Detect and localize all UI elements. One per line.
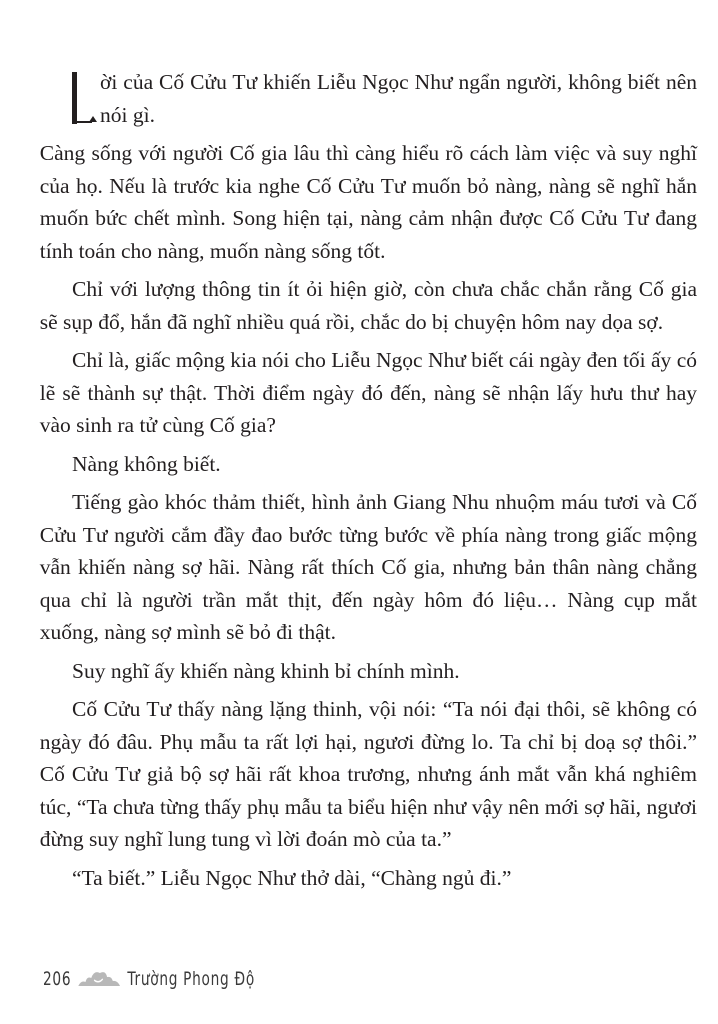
- paragraph-7: [40, 655, 697, 688]
- paragraph-1-text: ời của Cố Cửu Tư khiến Liễu Ngọc Như ngẩn người, không biết nên nói gì.: [100, 70, 697, 127]
- paragraph-5-text: Nàng không biết.: [72, 451, 221, 476]
- paragraph-6-text: Tiếng gào khóc thảm thiết, hình ảnh Giang Nhu nhuộm máu tươi và Cố Cửu Tư người cắm đầy đao bước từng bước về phía nàng trong giấc mộng vẫn khiến nàng sợ hãi. Nàng rất thích Cố gia, nhưng bản thân nàng chẳng qua chỉ là người trần mắt thịt, đến ngày hôm đó liệu… Nàng cụp mắt xuống, nàng sợ mình sẽ bỏ đi thật.: [39, 490, 697, 644]
- author-name: Trường Phong Độ: [127, 968, 255, 990]
- paragraph-5: [40, 448, 697, 481]
- paragraph-2: [40, 137, 697, 267]
- paragraph-7-text: Suy nghĩ ấy khiến nàng khinh bỉ chính mình.: [72, 658, 460, 683]
- paragraph-2-text: Càng sống với người Cố gia lâu thì càng hiểu rõ cách làm việc và suy nghĩ của họ. Nếu là trước kia nghe Cố Cửu Tư muốn bỏ nàng, nàng sẽ nghĩ hắn muốn bức chết mình. Song hiện tại, nàng cảm nhận được Cố Cửu Tư đang tính toán cho nàng, muốn nàng sống tốt.: [39, 141, 697, 263]
- paragraph-8: [40, 693, 697, 856]
- paragraph-1: [72, 66, 697, 131]
- drop-cap-l: [72, 72, 94, 126]
- paragraph-8-text: Cố Cửu Tư thấy nàng lặng thinh, vội nói: “Ta nói đại thôi, sẽ không có ngày đó đâu. Phụ mẫu ta rất lợi hại, ngươi đừng lo. Ta chỉ bị doạ sợ thôi.” Cố Cửu Tư giả bộ sợ hãi rất khoa trương, nhưng ánh mắt vẫn khá nghiêm túc, “Ta chưa từng thấy phụ mẫu ta biểu hiện như vậy nên mới sợ hãi, ngươi đừng suy nghĩ lung tung vì lời đoán mò của ta.”: [39, 697, 697, 851]
- paragraph-9: [40, 862, 697, 895]
- paragraph-4-text: Chỉ là, giấc mộng kia nói cho Liễu Ngọc Như biết cái ngày đen tối ấy có lẽ sẽ thành sự thật. Thời điểm ngày đó đến, nàng sẽ nhận lấy hưu thư hay vào sinh ra tử cùng Cố gia?: [39, 348, 697, 437]
- paragraph-3-text: Chỉ với lượng thông tin ít ỏi hiện giờ, còn chưa chắc chắn rằng Cố gia sẽ sụp đổ, hắn đã nghĩ nhiều quá rồi, chắc do bị chuyện hôm nay dọa sợ.: [39, 277, 697, 334]
- cloud-icon: [77, 968, 122, 990]
- paragraph-4: [40, 344, 697, 442]
- page-number: 206: [43, 968, 72, 990]
- page-footer: [43, 965, 255, 993]
- paragraph-3: [40, 273, 697, 338]
- paragraph-9-text: “Ta biết.” Liễu Ngọc Như thở dài, “Chàng ngủ đi.”: [72, 865, 512, 890]
- paragraph-6: [40, 486, 697, 649]
- page-body: [39, 66, 697, 900]
